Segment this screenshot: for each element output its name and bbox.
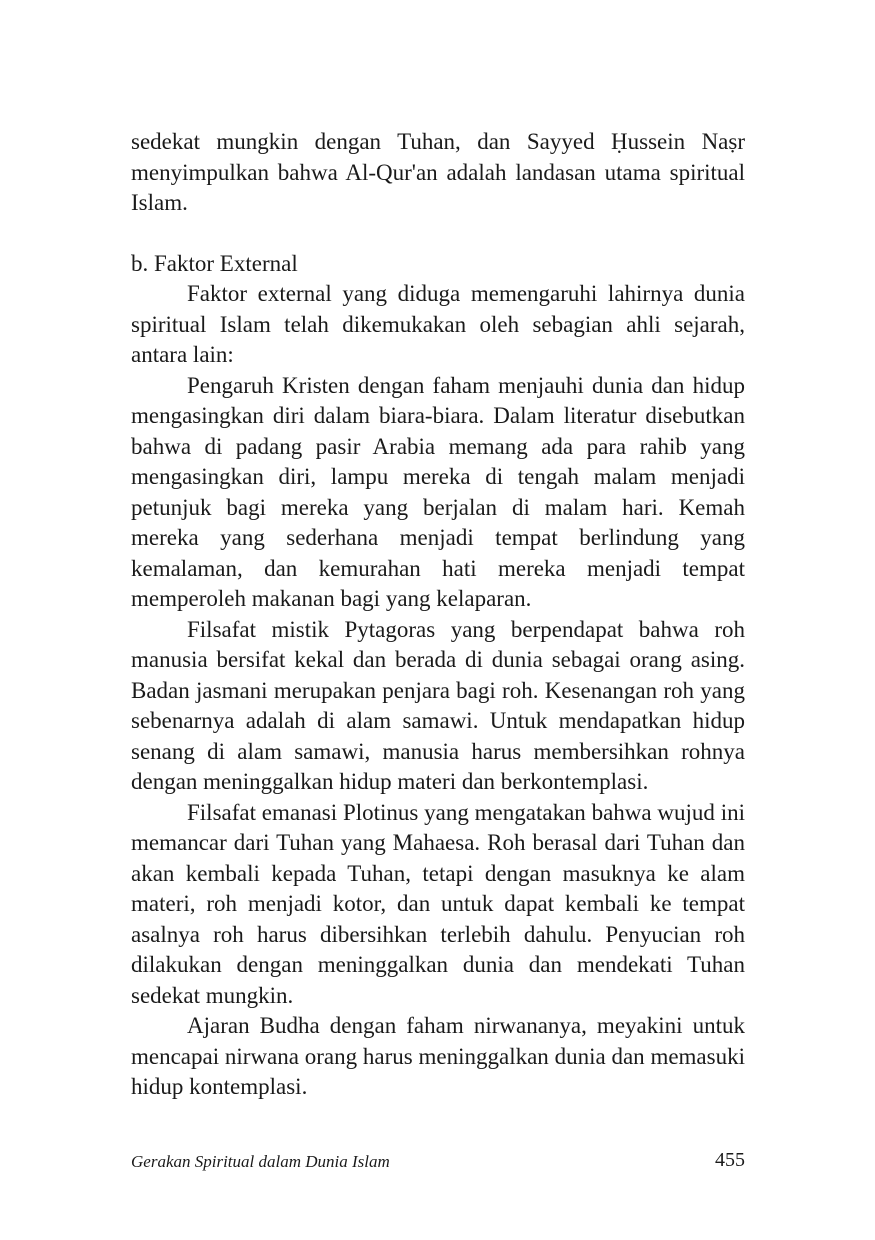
paragraph-pythagoras: Filsafat mistik Pytagoras yang berpendapat bahwa roh manusia bersifat kekal dan berada di dunia sebagai orang asing. Badan jasmani merupakan penjara bagi roh. Kesenangan roh yang sebenarnya adalah di alam samawi. Untuk mendapatkan hidup senang di alam samawi, manusia harus membersihkan rohnya dengan meninggalkan hidup materi dan berkontemplasi. bbox=[131, 616, 745, 794]
paragraph-plotinus: Filsafat emanasi Plotinus yang mengatakan bahwa wujud ini memancar dari Tuhan yang Mahaesa. Roh berasal dari Tuhan dan akan kembali kepada Tuhan, tetapi dengan masuknya ke alam materi, roh menjadi kotor, dan untuk dapat kembali ke tempat asalnya roh harus dibersihkan terlebih dahulu. Penyucian roh dilakukan dengan meninggalkan dunia dan mendekati Tuhan sedekat mungkin. bbox=[131, 799, 745, 1008]
running-footer-title: Gerakan Spiritual dalam Dunia Islam bbox=[131, 1152, 390, 1171]
body-text bbox=[131, 127, 745, 1103]
section-heading: b. Faktor External bbox=[131, 250, 298, 276]
paragraph-buddhism: Ajaran Budha dengan faham nirwananya, meyakini untuk mencapai nirwana orang harus meninggalkan dunia dan memasuki hidup kontemplasi. bbox=[131, 1013, 745, 1099]
paragraph-gap bbox=[131, 219, 745, 249]
paragraph-christian-influence: Pengaruh Kristen dengan faham menjauhi dunia dan hidup mengasingkan diri dalam biara-biara. Dalam literatur disebutkan bahwa di padang pasir Arabia memang ada para rahib yang mengasingkan diri, lampu mereka di tengah malam menjadi petunjuk bagi mereka yang berjalan di malam hari. Kemah mereka yang sederhana menjadi tempat berlindung yang kemalaman, dan kemurahan hati mereka menjadi tempat memperoleh makanan bagi yang kelaparan. bbox=[131, 372, 745, 611]
continuation-paragraph: sedekat mungkin dengan Tuhan, dan Sayyed Ḥussein Naṣr menyimpulkan bahwa Al-Qur'an adalah landasan utama spiritual Islam. bbox=[131, 129, 745, 215]
page-number: 455 bbox=[715, 1149, 745, 1171]
paragraph-intro: Faktor external yang diduga memengaruhi lahirnya dunia spiritual Islam telah dikemukakan oleh sebagian ahli sejarah, antara lain: bbox=[131, 281, 745, 367]
